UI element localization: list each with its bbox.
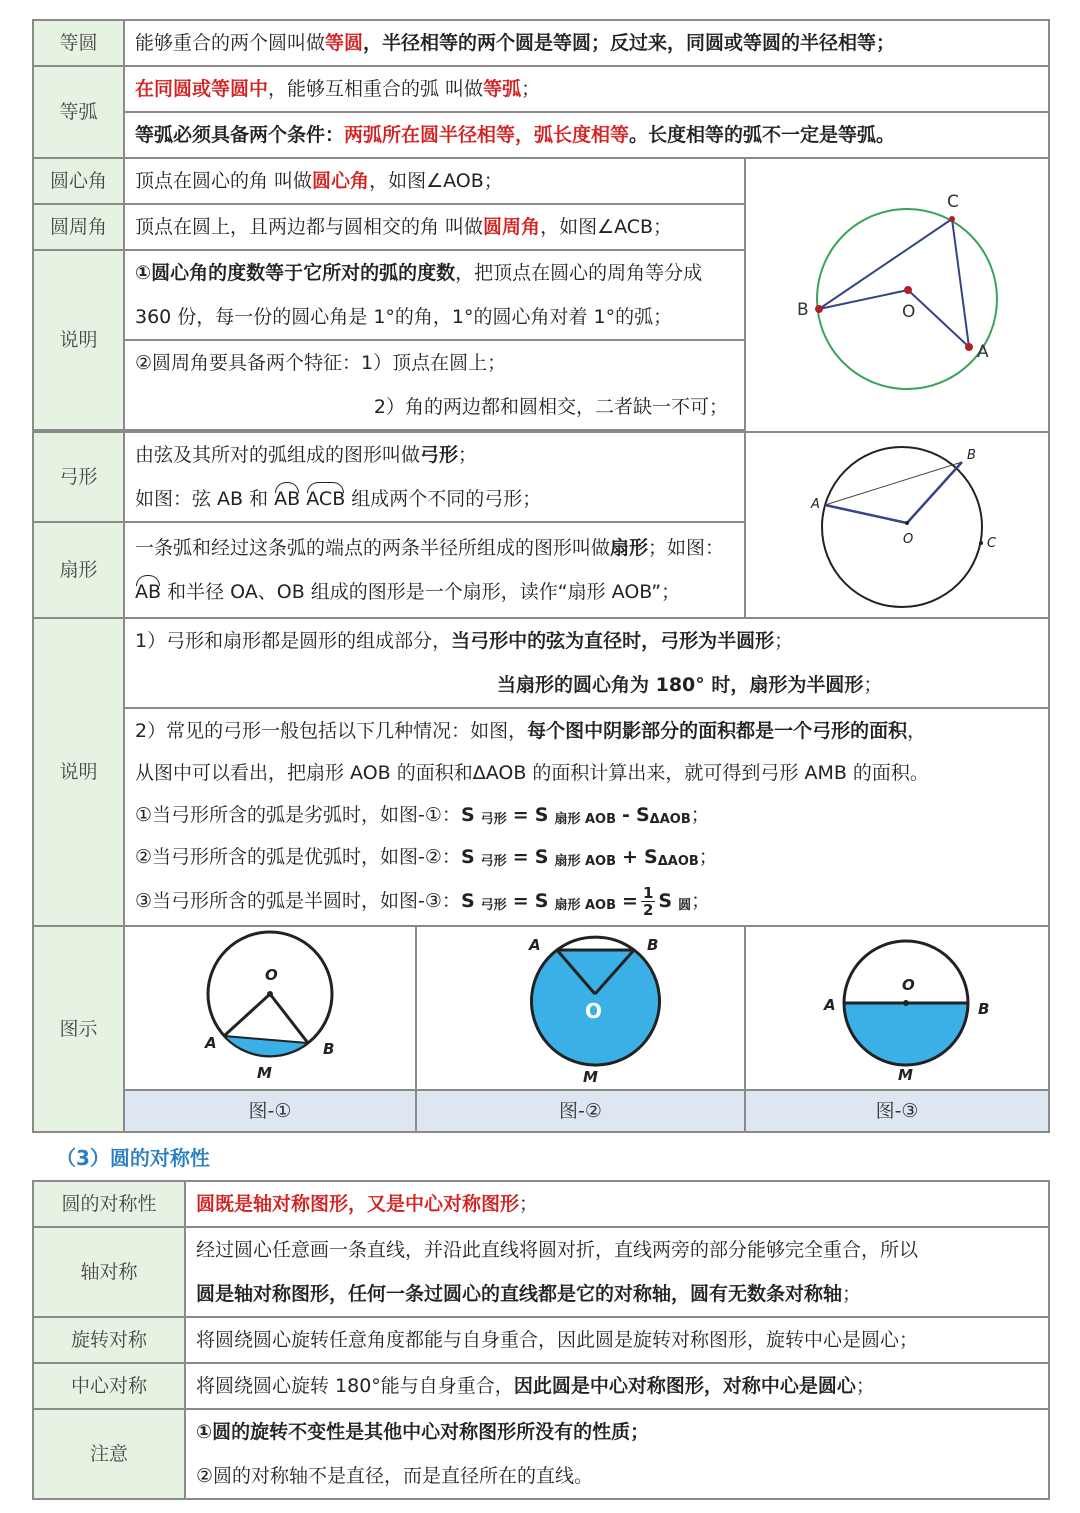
- caption-figure-3: 图-③: [745, 1090, 1049, 1132]
- fig1-o-label: O: [265, 966, 278, 984]
- label-axial-symmetry: 轴对称: [33, 1227, 185, 1317]
- label-central-angle: 圆心角: [33, 158, 124, 204]
- label-equal-arc: 等弧: [33, 66, 124, 158]
- point-o-label: O: [902, 302, 916, 322]
- note-2-semicircle: 1）弓形和扇形都是圆形的组成部分， 当弓形中的弦为直径时，弓形为半圆形 ； 当扇形的圆心角为 180° 时，扇形为半圆形 ；: [124, 618, 1049, 708]
- point-a-label: A: [977, 342, 989, 362]
- fig1-a-label: A: [205, 1034, 217, 1052]
- fig2-a-label: A: [529, 936, 541, 954]
- point-c-label: C: [947, 192, 959, 212]
- label-figures: 图示: [33, 926, 124, 1132]
- inscribed-angle-definition: 顶点在圆上，且两边都与圆相交的角 叫做 圆周角 ，如图∠ACB；: [124, 204, 745, 250]
- figure-2-cell: [416, 926, 745, 1090]
- point-o-label: O: [903, 532, 914, 547]
- figure-1-cell: [124, 926, 416, 1090]
- central-angle-definition: 顶点在圆心的角 叫做 圆心角 ，如图∠AOB；: [124, 158, 745, 204]
- axial-symmetry-definition: 经过圆心任意画一条直线，并沿此直线将圆对折，直线两旁的部分能够完全重合，所以 圆是轴对称图形，任何一条过圆心的直线都是它的对称轴，圆有无数条对称轴 ；: [185, 1227, 1049, 1317]
- point-b-label: B: [967, 448, 976, 463]
- label-note-1: 说明: [33, 250, 124, 430]
- caption-figure-1: 图-①: [124, 1090, 416, 1132]
- caption-figure-2: 图-②: [416, 1090, 745, 1132]
- label-attention: 注意: [33, 1409, 185, 1499]
- figure-3-semicircle-segment: [746, 928, 1050, 1088]
- note-1-inscribed: ②圆周角要具备两个特征：1）顶点在圆上； 2）角的两边都和圆相交，二者缺一不可；: [124, 340, 745, 430]
- fig2-o-label: O: [585, 999, 603, 1023]
- fig3-a-label: A: [824, 996, 836, 1014]
- equal-circle-definition: 能够重合的两个圆叫做 等圆 ，半径相等的两个圆是等圆；反过来，同圆或等圆的半径相等；: [124, 20, 1049, 66]
- formula-semicircle: ③当弓形所含的弧是半圆时，如图-③： S 弓形 = S 扇形 AOB = $\frac{1}{2}$ S 圆 ；: [135, 883, 711, 919]
- symmetry-definition: 圆既是轴对称图形，又是中心对称图形 ；: [185, 1181, 1049, 1227]
- label-note-2: 说明: [33, 618, 124, 926]
- fig3-o-label: O: [902, 976, 915, 994]
- figure-1-minor-segment: [125, 928, 417, 1088]
- rotational-symmetry-definition: 将圆绕圆心旋转任意角度都能与自身重合，因此圆是旋转对称图形，旋转中心是圆心；: [185, 1317, 1049, 1363]
- label-central-symmetry: 中心对称: [33, 1363, 185, 1409]
- label-inscribed-angle: 圆周角: [33, 204, 124, 250]
- figure-3-cell: [745, 926, 1049, 1090]
- fig3-b-label: B: [978, 1000, 990, 1018]
- point-b-label: B: [797, 300, 809, 320]
- sector-diagram-cell: [745, 432, 1049, 618]
- fig3-m-label: M: [898, 1066, 913, 1084]
- attention-notes: ①圆的旋转不变性是其他中心对称图形所没有的性质； ②圆的对称轴不是直径，而是直径所在的直线。: [185, 1409, 1049, 1499]
- point-a-label: A: [811, 497, 820, 512]
- angle-diagram-cell: [745, 158, 1049, 432]
- central-symmetry-definition: 将圆绕圆心旋转 180°能与自身重合， 因此圆是中心对称图形，对称中心是圆心 ；: [185, 1363, 1049, 1409]
- fig2-m-label: M: [583, 1068, 598, 1086]
- circle-concepts-table: [32, 19, 1050, 1133]
- label-rotational-symmetry: 旋转对称: [33, 1317, 185, 1363]
- formula-minor-arc: ①当弓形所含的弧是劣弧时，如图-①： S 弓形 = S 扇形 AOB - S ΔAOB ；: [135, 804, 710, 827]
- label-symmetry: 圆的对称性: [33, 1181, 185, 1227]
- note-1-degree: ①圆心角的度数等于它所对的弧的度数 ，把顶点在圆心的周角等分成 360 份，每一份的圆心角是 1°的角，1°的圆心角对着 1°的弧；: [124, 250, 745, 340]
- sector-definition: 一条弧和经过这条弧的端点的两条半径所组成的图形叫做 扇形 ；如图： AB 和半径 OA、OB 组成的图形是一个扇形，读作“扇形 AOB”；: [124, 522, 745, 618]
- fig2-b-label: B: [647, 936, 659, 954]
- sector-diagram: [787, 435, 1007, 615]
- section-heading-symmetry: （3）圆的对称性: [56, 1146, 210, 1170]
- label-sector: 扇形: [33, 522, 124, 618]
- equal-arc-definition: 在同圆或等圆中 ，能够互相重合的弧 叫做 等弧 ；: [124, 66, 1049, 112]
- label-equal-circle: 等圆: [33, 20, 124, 66]
- circle-symmetry-table: [32, 1180, 1050, 1500]
- note-2-segment-area: 2）常见的弓形一般包括以下几种情况：如图， 每个图中阴影部分的面积都是一个弓形的面积 ， 从图中可以看出，把扇形 AOB 的面积和ΔAOB 的面积计算出来，就可得到弓形 AMB 的面积。 ①当弓形所含的弧是劣弧时，如图-①： S 弓形 = S 扇形 AOB - S ΔAOB ； ②当弓形所含的弧是优弧时，如图-②： S 弓形 = S 扇形 AOB + S ΔAOB ； ③当弓形所含的弧是半圆时，如图-③： S 弓形 = S 扇形 AOB = $\frac{1}{2}$ S 圆 ；: [124, 708, 1049, 926]
- point-c-label: C: [987, 536, 997, 551]
- formula-major-arc: ②当弓形所含的弧是优弧时，如图-②： S 弓形 = S 扇形 AOB + S ΔAOB ；: [135, 846, 718, 869]
- label-segment: 弓形: [33, 432, 124, 522]
- fig1-m-label: M: [257, 1064, 272, 1082]
- angle-diagram: [777, 175, 1017, 415]
- segment-definition: 由弦及其所对的弧组成的图形叫做 弓形 ； 如图：弦 AB 和 AB ACB 组成两个不同的弓形；: [124, 432, 745, 522]
- equal-arc-conditions: 等弧必须具备两个条件： 两弧所在圆半径相等，弧长度相等 。长度相等的弧不一定是等弧。: [124, 112, 1049, 158]
- fig1-b-label: B: [323, 1040, 335, 1058]
- figure-2-major-segment: [417, 928, 745, 1088]
- fraction-one-half: $\frac{1}{2}$: [642, 883, 654, 919]
